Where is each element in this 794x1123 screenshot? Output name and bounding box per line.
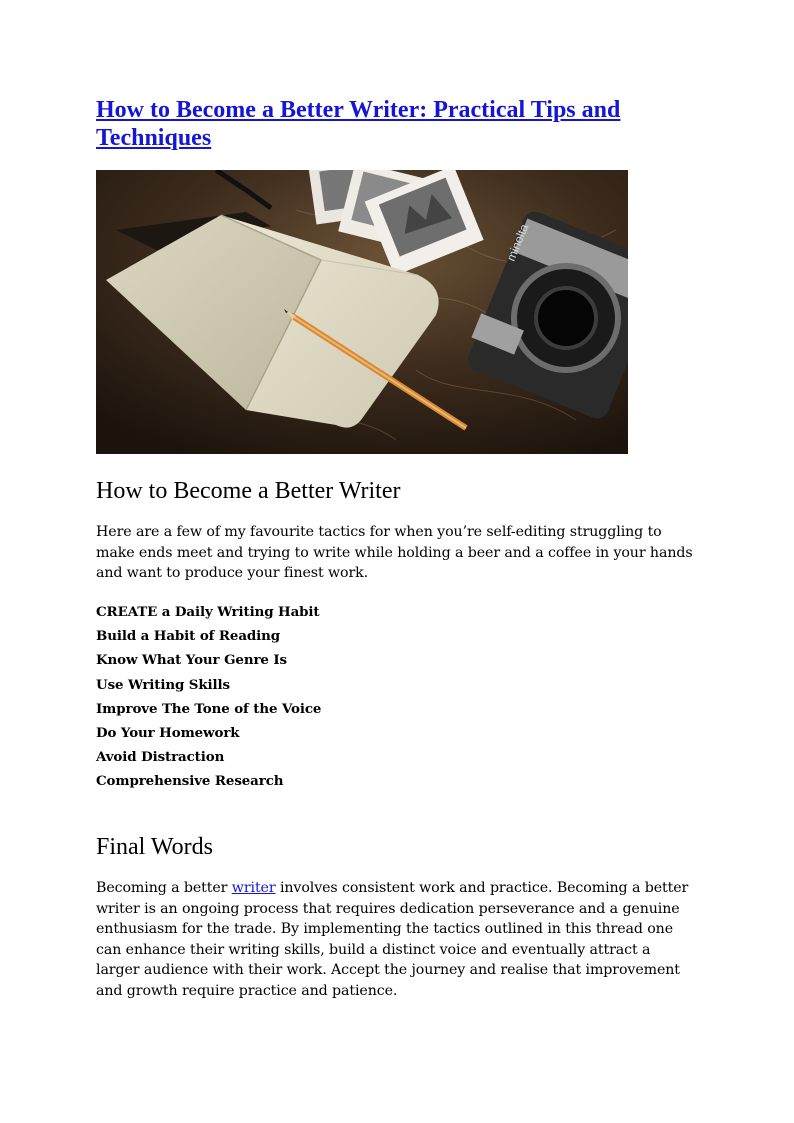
final-text-rest: involves consistent work and practice. Becoming a better writer is an ongoing process that requires dedication perseverance and a genuine enthusiasm for the trade. By implementing the tactics outlined in this thread one can enhance their writing skills, build a distinct voice and eventually attract a larger audience with their work. Accept the journey and realise that improvement and growth require practice and patience. (96, 880, 689, 999)
tips-list (96, 600, 321, 794)
intro-paragraph: Here are a few of my favourite tactics for when you’re self-editing struggling to make ends meet and trying to write while holding a beer and a coffee in your hands and want to produce your finest work. (96, 524, 693, 581)
list-item: Build a Habit of Reading (96, 628, 281, 645)
article-title-link[interactable]: How to Become a Better Writer: Practical Tips and Techniques (96, 97, 621, 151)
section-heading-final-words: Final Words (96, 834, 213, 860)
list-item: Improve The Tone of the Voice (96, 700, 322, 717)
article-title[interactable] (96, 96, 676, 152)
list-item: Comprehensive Research (96, 773, 284, 790)
hero-image (96, 170, 628, 454)
camera-brand-label: minolta (503, 222, 532, 264)
list-item: Do Your Homework (96, 725, 240, 742)
list-item: Know What Your Genre Is (96, 652, 288, 669)
list-item: Avoid Distraction (96, 749, 225, 766)
list-item: CREATE a Daily Writing Habit (96, 604, 320, 620)
final-text-start: Becoming a better (96, 880, 232, 896)
final-paragraph (96, 878, 696, 1001)
list-item: Use Writing Skills (96, 676, 230, 693)
section-heading-better-writer: How to Become a Better Writer (96, 478, 401, 504)
writer-link[interactable]: writer (231, 880, 276, 896)
